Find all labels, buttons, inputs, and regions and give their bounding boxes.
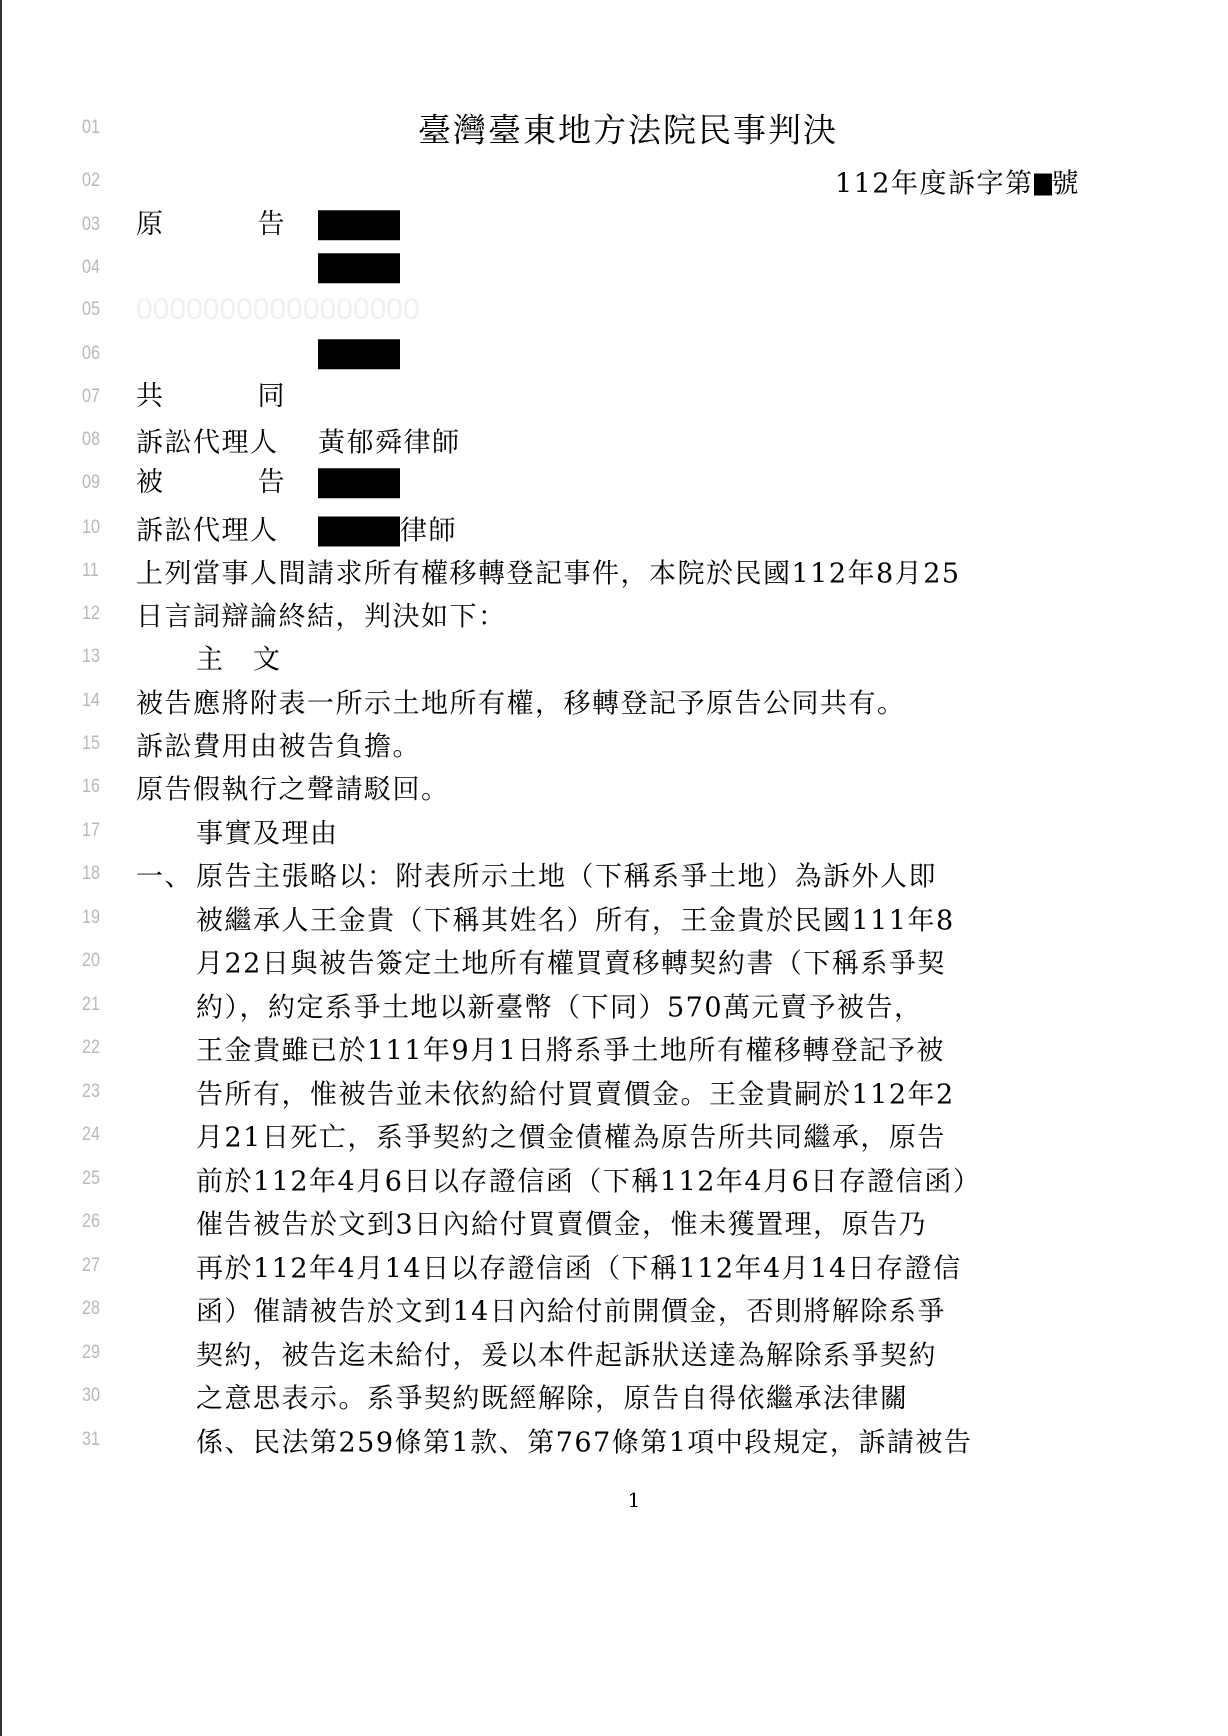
plaintiff-agent-name: 黃郁舜律師: [318, 427, 461, 458]
redaction-block: [318, 253, 400, 283]
line-23: [0, 1070, 1228, 1113]
line-02: [0, 159, 1228, 202]
line-10: [0, 506, 1228, 549]
body-text: 之意思表示。系爭契約既經解除，原告自得依繼承法律關: [196, 1383, 909, 1414]
body-text: 再於112年4月14日以存證信函（下稱112年4月14日存證信: [196, 1253, 962, 1284]
plaintiff-label: 原 告: [136, 208, 286, 240]
line-27: [0, 1244, 1228, 1287]
case-number: [835, 161, 1080, 200]
line-number: 28: [82, 1297, 100, 1319]
judgment-item: 訴訟費用由被告負擔。: [136, 731, 421, 762]
line-26: [0, 1200, 1228, 1243]
body-text: 約），約定系爭土地以新臺幣（下同）570萬元賣予被告，: [196, 992, 923, 1023]
body-text: 契約，被告迄未給付，爰以本件起訴狀送達為解除系爭契約: [196, 1340, 937, 1371]
line-21: [0, 983, 1228, 1026]
body-text: 被繼承人王金貴（下稱其姓名）所有，王金貴於民國111年8: [196, 905, 955, 936]
case-number-prefix: 112年度訴字第: [834, 168, 1034, 199]
list-marker: 一、: [136, 861, 193, 892]
redaction-block: [318, 210, 400, 240]
redaction-block: [318, 517, 400, 547]
body-text: 上列當事人間請求所有權移轉登記事件，本院於民國112年8月25: [136, 558, 961, 589]
line-15: [0, 722, 1228, 765]
document-title: 臺灣臺東地方法院民事判決: [418, 110, 838, 149]
line-number: 17: [82, 819, 100, 841]
section-heading-main-text: 主 文: [196, 644, 282, 675]
line-12: [0, 592, 1228, 635]
case-number-suffix: 號: [1051, 168, 1080, 199]
line-number: 10: [82, 516, 100, 538]
line-29: [0, 1331, 1228, 1374]
line-30: [0, 1374, 1228, 1417]
line-06: [0, 332, 1228, 375]
plaintiff-name-redacted: [318, 338, 400, 370]
line-number: 01: [82, 116, 100, 138]
line-number: 23: [82, 1080, 100, 1102]
body-text: 告所有，惟被告並未依約給付買賣價金。王金貴嗣於112年2: [196, 1079, 955, 1110]
line-25: [0, 1157, 1228, 1200]
line-number: 15: [82, 732, 100, 754]
body-text: 月21日死亡，系爭契約之價金債權為原告所共同繼承，原告: [196, 1122, 946, 1153]
body-text: 係、民法第259條第1款、第767條第1項中段規定，訴請被告: [196, 1427, 973, 1458]
line-14: [0, 679, 1228, 722]
line-number: 09: [82, 471, 100, 493]
body-text: 月22日與被告簽定土地所有權買賣移轉契約書（下稱系爭契: [196, 948, 946, 979]
judgment-item: 原告假執行之聲請駁回。: [136, 774, 450, 805]
line-number: 03: [82, 213, 100, 235]
line-28: [0, 1287, 1228, 1330]
line-number: 24: [82, 1123, 100, 1145]
line-number: 19: [82, 906, 100, 928]
body-text: 前於112年4月6日以存證信函（下稱112年4月6日存證信函）: [196, 1166, 982, 1197]
body-text: 王金貴雖已於111年9月1日將系爭土地所有權移轉登記予被: [196, 1035, 945, 1066]
line-05: [0, 288, 1228, 331]
defendant-agent-label: 訴訟代理人: [136, 515, 279, 546]
line-31: [0, 1418, 1228, 1461]
line-09: [0, 461, 1228, 504]
plaintiff-agent-label: 訴訟代理人: [136, 427, 279, 458]
line-08: [0, 418, 1228, 461]
line-number: 27: [82, 1254, 100, 1276]
line-number: 07: [82, 385, 100, 407]
defendant-agent-name: 律師: [318, 508, 457, 547]
line-number: 31: [82, 1428, 100, 1450]
line-17: [0, 809, 1228, 852]
line-number: 11: [82, 559, 99, 581]
faint-placeholder-text: 00000000000000000: [136, 292, 420, 326]
redaction-block: [318, 468, 400, 498]
line-number: 21: [82, 993, 100, 1015]
line-number: 20: [82, 949, 100, 971]
line-number: 08: [82, 428, 100, 450]
line-number: 12: [82, 602, 100, 624]
line-number: 06: [82, 342, 100, 364]
line-18: [0, 852, 1228, 895]
body-text: 日言詞辯論終結，判決如下：: [136, 601, 507, 632]
page-number: 1: [627, 1488, 641, 1512]
line-24: [0, 1113, 1228, 1156]
line-22: [0, 1026, 1228, 1069]
defendant-name-redacted: [318, 467, 400, 499]
judgment-item: 被告應將附表一所示土地所有權，移轉登記予原告公同共有。: [136, 688, 906, 719]
joint-label: 共 同: [136, 380, 286, 412]
plaintiff-name-redacted: [318, 209, 400, 241]
line-04: [0, 246, 1228, 289]
line-number: 04: [82, 256, 100, 278]
line-number: 29: [82, 1341, 100, 1363]
line-07: [0, 375, 1228, 418]
redaction-block: [318, 339, 400, 369]
line-01: [0, 106, 1228, 149]
line-number: 26: [82, 1210, 100, 1232]
body-text: 原告主張略以：附表所示土地（下稱系爭土地）為訴外人即: [196, 861, 937, 892]
line-number: 13: [82, 645, 100, 667]
redaction-block: [1034, 174, 1052, 196]
line-number: 05: [82, 298, 100, 320]
line-19: [0, 896, 1228, 939]
body-text: 函）催請被告於文到14日內給付前開價金，否則將解除系爭: [196, 1296, 946, 1327]
line-16: [0, 765, 1228, 808]
line-number: 22: [82, 1036, 100, 1058]
line-number: 14: [82, 689, 100, 711]
line-13: [0, 635, 1228, 678]
line-number: 25: [82, 1167, 100, 1189]
line-number: 02: [82, 169, 100, 191]
body-text: 催告被告於文到3日內給付買賣價金，惟未獲置理，原告乃: [196, 1209, 928, 1240]
line-number: 16: [82, 775, 100, 797]
defendant-label: 被 告: [136, 466, 286, 498]
line-number: 18: [82, 862, 100, 884]
line-11: [0, 549, 1228, 592]
section-heading-facts-reasons: 事實及理由: [196, 818, 339, 849]
line-20: [0, 939, 1228, 982]
line-number: 30: [82, 1384, 100, 1406]
plaintiff-name-redacted: [318, 252, 400, 284]
line-03: [0, 203, 1228, 246]
